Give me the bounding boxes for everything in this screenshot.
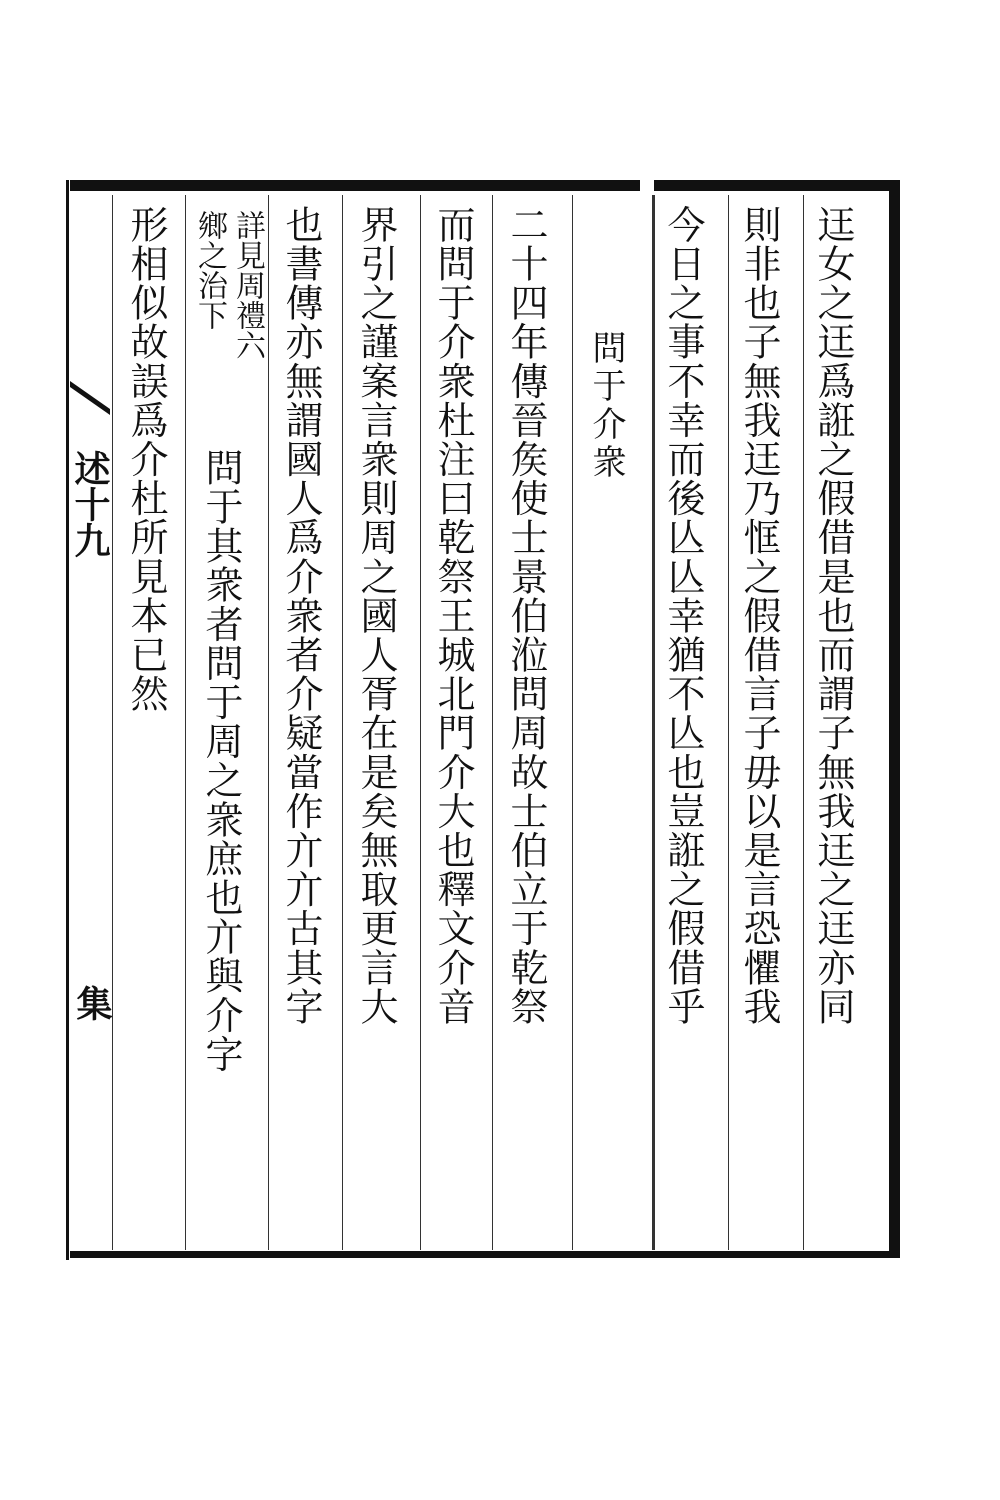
text-column-8: 也書傳亦無謂國人爲介衆者介疑當作亣亣古其字 bbox=[279, 205, 323, 1027]
column-rule bbox=[268, 195, 269, 1250]
fold-line bbox=[66, 180, 69, 1260]
text-column-6: 而問于介衆杜注曰乾祭王城北門介大也釋文介音 bbox=[431, 205, 475, 1027]
text-column-5: 二十四年傳晉矦使士景伯涖問周故士伯立于乾祭 bbox=[504, 205, 548, 1027]
column-rule bbox=[420, 195, 421, 1250]
annotation-column-1: 詳見周禮六 bbox=[230, 210, 265, 360]
text-column-7: 界引之謹案言衆則周之國人胥在是矣無取更言大 bbox=[354, 205, 398, 1027]
annotation-column-2: 鄉之治下 bbox=[192, 210, 227, 330]
section-heading: 問于介衆 bbox=[586, 330, 626, 482]
text-column-1: 迋女之迋爲誑之假借是也而謂子無我迋之迋亦同 bbox=[811, 205, 855, 1027]
column-rule bbox=[185, 195, 186, 1250]
text-column-2: 則非也子無我迋乃恇之假借言子毋以是言恐懼我 bbox=[737, 205, 781, 1027]
column-rule bbox=[652, 195, 655, 1250]
margin-label: 述十九 bbox=[69, 450, 111, 558]
margin-label-2: 集 bbox=[71, 985, 113, 1021]
column-rule bbox=[572, 195, 573, 1250]
column-rule bbox=[728, 195, 729, 1250]
border-gap bbox=[640, 175, 654, 191]
column-rule bbox=[112, 195, 113, 1250]
column-rule bbox=[342, 195, 343, 1250]
text-column-10: 形相似故誤爲介杜所見本已然 bbox=[124, 205, 168, 714]
text-column-3: 今日之事不幸而後亾亾幸猶不亾也豈誑之假借乎 bbox=[661, 205, 705, 1027]
column-rule bbox=[803, 195, 804, 1250]
text-column-9: 問于其衆者問于周之衆庶也亣與介字 bbox=[199, 448, 243, 1074]
column-rule bbox=[492, 195, 493, 1250]
